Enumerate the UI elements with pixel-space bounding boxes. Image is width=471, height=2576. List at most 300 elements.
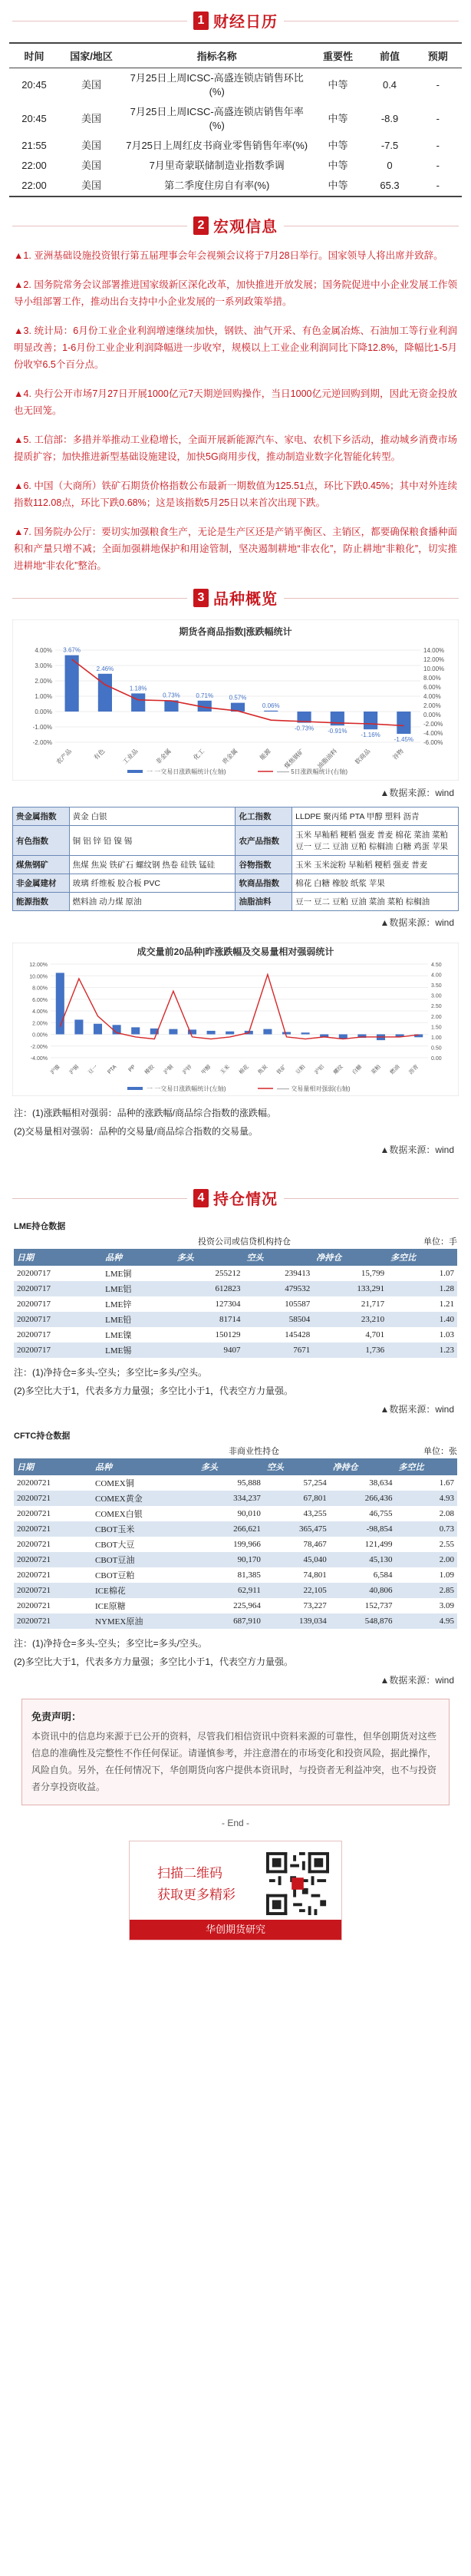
bar-label: 3.67% [63, 646, 81, 654]
sector-members: 玉米 早籼稻 粳稻 强麦 普麦 棉花 菜油 菜粕 豆一 豆二 豆油 豆粕 棕榈油 白糖 鸡蛋 苹果 [292, 826, 459, 856]
position-cell: LME铜 [105, 1270, 132, 1279]
category-label: 农产品 [54, 748, 74, 766]
sector-members: 燃料油 动力煤 原油 [69, 893, 236, 911]
col-indicator: 指标名称 [124, 43, 310, 68]
section-header-positions [0, 1187, 471, 1209]
bar [94, 1024, 102, 1035]
position-cell: 2.85 [396, 1583, 457, 1598]
cftc-unit: 单位：张 [423, 1447, 457, 1456]
position-cell: 255212 [215, 1269, 241, 1278]
chart-title: 期货各商品指数|涨跌幅统计 [179, 626, 292, 637]
right-tick-label: 0.50 [431, 1045, 442, 1052]
calendar-row [9, 156, 462, 176]
position-cell: 334,237 [198, 1491, 264, 1506]
position-cell: 1.03 [439, 1330, 454, 1339]
position-cell: ICE棉花 [92, 1583, 198, 1598]
position-row [14, 1537, 457, 1552]
position-cell: 225,964 [233, 1601, 261, 1610]
category-label: 甲醇 [200, 1064, 212, 1076]
position-cell: 62,911 [198, 1583, 264, 1598]
calendar-cell-imp: 中等 [328, 79, 348, 91]
position-header-cell: 多空比 [387, 1249, 457, 1266]
bar [226, 1032, 234, 1035]
chart-title: 成交量前20品种|昨涨跌幅及交易量相对强弱统计 [137, 946, 334, 957]
bar-label: 0.06% [262, 702, 280, 709]
data-source: ▲数据来源：wind [380, 1144, 454, 1155]
category-label: 螺纹 [332, 1064, 344, 1076]
position-cell: CBOT大豆 [95, 1541, 135, 1550]
position-cell: 20200721 [17, 1601, 51, 1610]
category-label: 油脂油料 [316, 748, 339, 771]
left-tick-label: 3.00% [35, 662, 52, 669]
chart-top20-volume-svg [12, 943, 459, 1096]
left-tick-label: 2.00% [35, 678, 52, 685]
position-cell: 73,227 [303, 1601, 327, 1610]
position-cell: 127304 [215, 1300, 241, 1309]
lme-position-table [14, 1249, 457, 1358]
position-cell: 20200717 [17, 1300, 51, 1309]
position-cell: 152,737 [364, 1601, 393, 1610]
position-header-cell: 多头 [198, 1458, 264, 1475]
position-cell: LME镍 [105, 1331, 132, 1340]
position-header-cell: 日期 [14, 1249, 102, 1266]
data-source: ▲数据来源：wind [380, 1404, 454, 1415]
position-cell: COMEX白银 [95, 1510, 143, 1519]
position-cell: CBOT豆油 [92, 1552, 198, 1567]
position-cell: 81714 [174, 1312, 244, 1327]
sector-name: 非金属建材 [13, 874, 70, 893]
calendar-cell-name: 7月25日上周ICSC-高盛连锁店销售年率(%) [130, 106, 304, 131]
calendar-cell-exp: - [436, 113, 440, 124]
position-cell: 58504 [243, 1312, 313, 1327]
calendar-cell-imp: 中等 [310, 176, 365, 197]
category-label: 白糖 [351, 1064, 364, 1076]
position-cell: COMEX铜 [95, 1479, 134, 1488]
sector-members: 焦煤 焦炭 铁矿石 螺纹钢 热卷 硅铁 锰硅 [69, 856, 236, 874]
right-tick-label: 0.00% [423, 712, 441, 718]
calendar-cell-imp: 中等 [328, 140, 348, 151]
position-header-cell: 空头 [264, 1458, 330, 1475]
legend-label: 一 一交易日涨跌幅统计(左轴) [147, 1085, 226, 1092]
position-cell: 67,801 [264, 1491, 330, 1506]
position-cell: 1.09 [439, 1570, 454, 1580]
position-row [14, 1598, 457, 1613]
position-cell: 266,621 [198, 1521, 264, 1537]
position-header-row [14, 1249, 457, 1266]
bar-label: -1.16% [361, 732, 380, 739]
position-cell: 150129 [215, 1330, 241, 1339]
position-cell: 4.93 [396, 1491, 457, 1506]
data-source: ▲数据来源：wind [380, 1675, 454, 1686]
position-cell: 20200717 [17, 1269, 51, 1278]
bar [74, 1019, 83, 1034]
bar [98, 674, 112, 712]
position-cell: 90,010 [237, 1509, 261, 1518]
position-cell: 20200721 [14, 1613, 92, 1629]
category-label: 燃油 [389, 1064, 401, 1076]
category-label: 沪锡 [68, 1064, 81, 1076]
section-header-macro [0, 214, 471, 236]
position-row [14, 1521, 457, 1537]
chart-top20-volume [12, 943, 459, 1100]
position-row [14, 1506, 457, 1521]
right-tick-label: -4.00% [423, 730, 443, 737]
macro-news-item: ▲6. 中国（大商所）铁矿石期货价格指数公布最新一期数值为125.51点，环比下跌0.45%；其中对外连续指数112.08点，环比下跌0.68%；这是该指数5月25日以来首次出现下跌。 [14, 481, 457, 508]
right-tick-label: 6.00% [423, 684, 441, 691]
lme-caption-row [14, 1235, 457, 1247]
category-label: 橡胶 [143, 1064, 156, 1076]
right-tick-label: -2.00% [423, 721, 443, 728]
position-cell: 20200721 [17, 1478, 51, 1488]
category-label: 非金属 [154, 748, 173, 766]
bar-label: 0.73% [163, 692, 180, 699]
section-title: 宏观信息 [213, 219, 278, 236]
sector-members: 黄金 白银 [69, 807, 236, 826]
macro-news-list [0, 247, 471, 574]
position-header-row [14, 1458, 457, 1475]
position-cell: 2.55 [439, 1540, 454, 1549]
position-cell: 78,467 [303, 1540, 327, 1549]
right-tick-label: 12.00% [423, 656, 445, 663]
position-cell: CBOT玉米 [92, 1521, 198, 1537]
left-tick-label: 8.00% [32, 986, 48, 992]
position-cell: 20200721 [14, 1552, 92, 1567]
sector-composition-table [12, 807, 459, 911]
right-tick-label: 3.00 [431, 993, 442, 999]
bar [131, 693, 145, 712]
macro-news-item: ▲4. 央行公开市场7月27日开展1000亿元7天期逆回购操作，当日1000亿元逆回购到期，因此无资金投放也无回笼。 [14, 388, 457, 416]
section-badge [187, 1187, 284, 1209]
left-tick-label: 2.00% [32, 1021, 48, 1027]
calendar-cell-country: 美国 [81, 113, 102, 124]
category-label: 铁矿 [276, 1064, 288, 1076]
position-row [14, 1266, 457, 1281]
section-title: 品种概览 [213, 591, 278, 608]
position-cell: 1.28 [387, 1281, 457, 1296]
position-cell: 23,210 [313, 1312, 387, 1327]
sector-name: 有色指数 [13, 826, 70, 856]
category-label: 化工 [192, 748, 206, 761]
sector-row [13, 893, 459, 911]
lme-unit: 单位：手 [423, 1237, 457, 1247]
position-row [14, 1312, 457, 1327]
legend-label: 一 一交易日涨跌幅统计(左轴) [147, 768, 226, 775]
sector-members: 豆一 豆二 豆粕 豆油 菜油 菜粕 棕榈油 [292, 893, 459, 911]
section-badge [187, 9, 284, 31]
position-cell: 45,130 [330, 1552, 396, 1567]
sector-row [13, 874, 459, 893]
lme-title: LME持仓数据 [14, 1222, 66, 1231]
position-cell: 199,966 [233, 1540, 261, 1549]
cftc-caption-row [14, 1445, 457, 1457]
position-cell: 3.09 [439, 1601, 454, 1610]
calendar-cell-country: 美国 [59, 176, 124, 197]
legend-label: —— 5日涨跌幅统计(右轴) [277, 768, 347, 775]
calendar-row [9, 176, 462, 197]
sector-name: 谷物指数 [236, 856, 292, 874]
left-tick-label: 12.00% [29, 963, 48, 968]
bar [263, 1029, 272, 1035]
left-tick-label: 0.00% [32, 1032, 48, 1039]
category-label: 焦炭 [257, 1064, 269, 1076]
left-tick-label: -2.00% [32, 739, 52, 746]
category-label: 棉花 [238, 1064, 250, 1076]
note-line: 注：(1)净持仓=多头-空头；多空比=多头/空头。 [14, 1367, 208, 1378]
calendar-cell-prev: 0.4 [382, 79, 397, 91]
chart-index-change [12, 619, 459, 784]
bar-label: -1.45% [394, 736, 414, 743]
section-header-calendar [0, 9, 471, 31]
position-cell: 15,799 [361, 1269, 385, 1278]
position-cell: 21,717 [361, 1300, 385, 1309]
bar-label: 2.46% [96, 665, 114, 672]
col-country: 国家/地区 [59, 43, 124, 68]
section-number: 1 [193, 12, 209, 30]
position-cell: 1.40 [387, 1312, 457, 1327]
bar [131, 1027, 140, 1034]
calendar-cell-country: 美国 [81, 79, 102, 91]
bar-label: 0.71% [196, 692, 214, 699]
chart-index-change-svg [12, 619, 459, 781]
right-tick-label: -6.00% [423, 739, 443, 746]
position-cell: LME锡 [102, 1342, 174, 1358]
position-cell: 4.95 [396, 1613, 457, 1629]
cftc-title: CFTC持仓数据 [14, 1432, 71, 1441]
qr-text [157, 1863, 236, 1906]
position-cell: 6,584 [373, 1570, 393, 1580]
category-label: 玉米 [219, 1064, 232, 1076]
sector-members: LLDPE 聚丙烯 PTA 甲醇 塑料 沥青 [292, 807, 459, 826]
position-cell: 22,105 [264, 1583, 330, 1598]
calendar-cell-prev: -8.9 [380, 113, 399, 124]
position-cell: 20200721 [14, 1491, 92, 1506]
section-header-overview [0, 586, 471, 609]
position-cell: 43,255 [303, 1509, 327, 1518]
position-cell: ICE原糖 [95, 1602, 126, 1611]
sector-name: 农产品指数 [236, 826, 292, 856]
note-line: (2)多空比大于1，代表多方力量强；多空比小于1，代表空方力量强。 [14, 1656, 294, 1667]
legend-label: —— 交易量相对强弱(右轴) [277, 1085, 351, 1092]
right-tick-label: 10.00% [423, 665, 445, 672]
bar-label: 1.18% [129, 685, 147, 692]
qr-code-icon[interactable] [266, 1852, 329, 1915]
category-label: 沥青 [408, 1064, 420, 1076]
position-cell: LME铅 [102, 1312, 174, 1327]
position-cell: 365,475 [264, 1521, 330, 1537]
bar-label: 0.57% [229, 694, 247, 702]
left-tick-label: 0.00% [35, 708, 52, 715]
section-number: 3 [193, 589, 209, 607]
sector-members: 玻璃 纤维板 胶合板 PVC [69, 874, 236, 893]
position-cell: 121,499 [364, 1540, 393, 1549]
calendar-table [9, 42, 462, 197]
macro-news-item: ▲3. 统计局：6月份工业企业利润增速继续加快，钢铁、油气开采、有色金属冶炼、石油加工等行业利润明显改善；1-6月份工业企业利润降幅进一步收窄，规模以上工业企业利润同比下降12.8%，降幅比1-5月份收窄6.5个百分点。 [14, 325, 457, 370]
category-label: 贵金属 [221, 748, 239, 766]
sector-row [13, 826, 459, 856]
position-cell: 0.73 [396, 1521, 457, 1537]
qr-line1: 扫描二维码 [157, 1866, 222, 1881]
col-time: 时间 [9, 43, 59, 68]
bar [207, 1031, 216, 1035]
position-header-cell: 多头 [174, 1249, 244, 1266]
left-tick-label: 1.00% [35, 693, 52, 700]
disclaimer-title: 免责声明： [31, 1711, 82, 1722]
position-cell: -98,854 [330, 1521, 396, 1537]
category-label: 软商品 [354, 748, 372, 766]
position-cell: 105587 [285, 1300, 311, 1309]
position-cell: 45,040 [264, 1552, 330, 1567]
disclaimer-body: 本资讯中的信息均来源于已公开的资料，尽管我们相信资讯中资料来源的可靠性，但华创期货对这些信息的准确性及完整性不作任何保证。请谨慎参考，并注意潜在的市场变化和投资风险，据此操作，风险自负。另外，在任何情况下，华创期货向客户提供本资讯时，与投资者无利益冲突，也不与投资者分享投资收益。 [31, 1731, 437, 1792]
section-number: 4 [193, 1189, 209, 1207]
position-cell: 95,888 [237, 1478, 261, 1488]
category-label: 谷物 [391, 748, 405, 761]
position-header-cell: 空头 [243, 1249, 313, 1266]
position-cell: 20200721 [17, 1570, 51, 1580]
category-label: 豆粕 [295, 1064, 307, 1076]
calendar-cell-country: 美国 [81, 160, 102, 171]
position-header-cell: 品种 [92, 1458, 198, 1475]
right-tick-label: 3.50 [431, 983, 442, 989]
right-tick-label: 0.00 [431, 1056, 442, 1062]
category-label: PP [127, 1064, 137, 1074]
calendar-cell-name: 7月25日上周红皮书商业零售销售年率(%) [126, 140, 308, 151]
position-cell: COMEX黄金 [92, 1491, 198, 1506]
position-row [14, 1327, 457, 1342]
category-label: 沪铜 [163, 1064, 175, 1076]
calendar-cell-country: 美国 [81, 140, 102, 151]
position-cell: 20200717 [14, 1312, 102, 1327]
position-row [14, 1567, 457, 1583]
position-cell: 145428 [285, 1330, 311, 1339]
lme-caption: 投资公司或信贷机构持仓 [198, 1237, 291, 1247]
end-marker: - End - [221, 1818, 249, 1828]
sector-members: 棉花 白糖 橡胶 纸浆 苹果 [292, 874, 459, 893]
calendar-cell-imp: 中等 [328, 160, 348, 171]
note-line: (2)多空比大于1，代表多方力量强；多空比小于1，代表空方力量强。 [14, 1385, 294, 1396]
position-cell: LME铝 [102, 1281, 174, 1296]
bar [397, 712, 410, 734]
category-label: 能源 [259, 748, 272, 761]
calendar-row [9, 136, 462, 156]
position-cell: 20200717 [17, 1330, 51, 1339]
calendar-cell-time: 21:55 [21, 140, 47, 151]
right-tick-label: 2.00 [431, 1014, 442, 1020]
position-cell: NYMEX原油 [92, 1613, 198, 1629]
left-tick-label: 10.00% [29, 974, 48, 980]
right-tick-label: 4.00 [431, 973, 442, 979]
sector-name: 油脂油料 [236, 893, 292, 911]
calendar-row [9, 68, 462, 103]
right-tick-label: 2.50 [431, 1004, 442, 1010]
category-label: PTA [107, 1064, 118, 1075]
cftc-position-table [14, 1458, 457, 1629]
position-header-cell: 多空比 [396, 1458, 457, 1475]
sector-row [13, 807, 459, 826]
data-source: ▲数据来源：wind [380, 917, 454, 928]
bar [264, 711, 278, 712]
bar [169, 1029, 177, 1035]
section-title: 持仓情况 [213, 1191, 278, 1208]
position-cell: 20200721 [14, 1521, 92, 1537]
right-tick-label: 1.00 [431, 1035, 442, 1041]
position-cell: 133,291 [313, 1281, 387, 1296]
position-cell: 239413 [285, 1269, 311, 1278]
position-cell: 1.67 [439, 1478, 454, 1488]
position-row [14, 1613, 457, 1629]
position-cell: 1.07 [439, 1269, 454, 1278]
left-tick-label: 6.00% [32, 997, 48, 1003]
sector-name: 化工指数 [236, 807, 292, 826]
left-tick-label: -4.00% [30, 1056, 48, 1062]
position-row [14, 1475, 457, 1491]
category-label: 菜粕 [371, 1064, 382, 1076]
position-cell: 81,385 [237, 1570, 261, 1580]
calendar-cell-exp: - [436, 140, 440, 151]
qr-org-name: 华创期货研究 [130, 1920, 341, 1940]
right-tick-label: 2.00% [423, 702, 441, 709]
sector-name: 煤焦钢矿 [13, 856, 70, 874]
position-cell: LME锌 [105, 1300, 132, 1309]
position-cell: 139,034 [264, 1613, 330, 1629]
position-cell: 57,254 [303, 1478, 327, 1488]
right-tick-label: 4.50 [431, 963, 442, 968]
category-label: 沪镍 [49, 1064, 61, 1076]
right-tick-label: 14.00% [423, 647, 445, 654]
calendar-cell-time: 22:00 [9, 176, 59, 197]
sector-members: 铜 铝 锌 铅 镍 锡 [69, 826, 236, 856]
position-cell: 7671 [243, 1342, 313, 1358]
calendar-cell-exp: - [436, 79, 440, 91]
calendar-cell-prev: 0 [387, 160, 393, 171]
calendar-row [9, 102, 462, 136]
calendar-cell-time: 20:45 [21, 79, 47, 91]
position-row [14, 1281, 457, 1296]
note-line: 注：(1)涨跌幅相对强弱：品种的涨跌幅/商品综合指数的涨跌幅。 [14, 1108, 277, 1118]
position-cell: 548,876 [330, 1613, 396, 1629]
position-cell: 9407 [174, 1342, 244, 1358]
position-cell: 4,701 [365, 1330, 385, 1339]
section-number: 2 [193, 216, 209, 235]
category-label: 豆一 [87, 1064, 99, 1076]
calendar-cell-time: 22:00 [21, 160, 47, 171]
position-cell: CBOT豆粕 [95, 1571, 135, 1580]
position-cell: 38,634 [369, 1478, 393, 1488]
bar-label: -0.73% [294, 725, 315, 732]
position-row [14, 1342, 457, 1358]
calendar-cell-name: 第二季度住房自有率(%) [124, 176, 310, 197]
section-badge [187, 586, 284, 609]
calendar-cell-prev: 65.3 [366, 176, 414, 197]
bar [364, 712, 377, 729]
category-label: 工业品 [121, 748, 140, 766]
position-row [14, 1552, 457, 1567]
calendar-cell-time: 20:45 [21, 113, 47, 124]
right-tick-label: 8.00% [423, 675, 441, 682]
macro-news-item: ▲2. 国务院常务会议部署推进国家级新区深化改革，加快推进开放发展；国务院促进中小企业发展工作领导小组部署工作，推动出台支持中小企业发展的一系列政策举措。 [14, 279, 457, 307]
position-cell: 20200721 [17, 1509, 51, 1518]
position-cell: 687,910 [198, 1613, 264, 1629]
data-source: ▲数据来源：wind [380, 788, 454, 798]
cftc-caption: 非商业性持仓 [229, 1447, 279, 1456]
position-header-cell: 日期 [14, 1458, 92, 1475]
position-cell: 612823 [174, 1281, 244, 1296]
position-header-cell: 品种 [102, 1249, 174, 1266]
position-cell: 266,436 [330, 1491, 396, 1506]
sector-members: 玉米 玉米淀粉 早籼稻 粳稻 强麦 普麦 [292, 856, 459, 874]
position-cell: 2.00 [396, 1552, 457, 1567]
right-tick-label: 1.50 [431, 1025, 442, 1031]
position-cell: 20200717 [14, 1342, 102, 1358]
